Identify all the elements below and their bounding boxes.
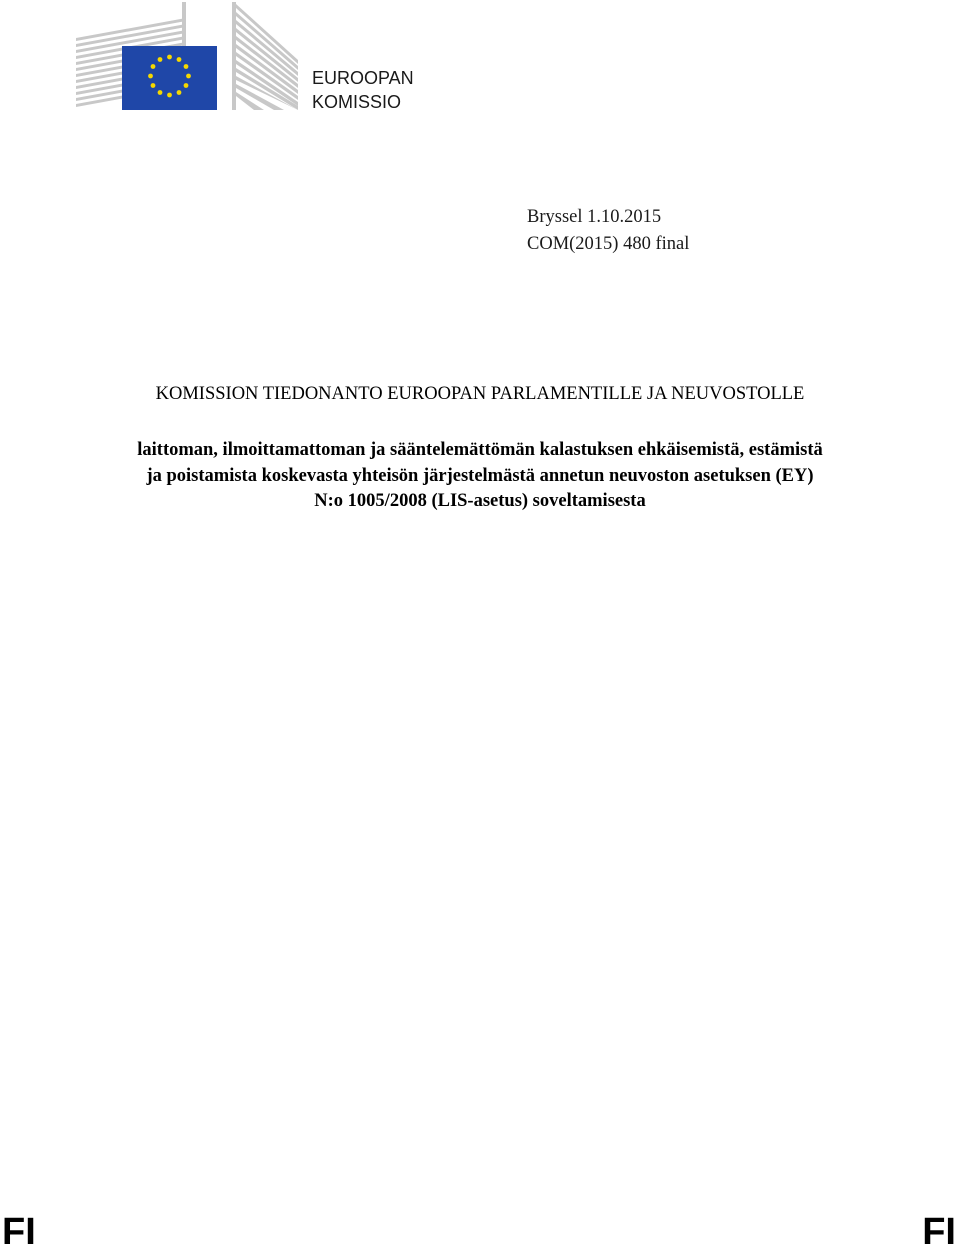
language-code-left: FI (2, 1211, 36, 1253)
document-subtitle (60, 438, 900, 515)
subtitle-line-2: ja poistamista koskevasta yhteisön järjestelmästä annetun neuvoston asetuksen (EY) (146, 465, 814, 486)
subtitle-line-3: N:o 1005/2008 (LIS-asetus) soveltamisesta (314, 491, 646, 511)
organization-name (312, 66, 414, 114)
language-code-right: FI (922, 1211, 956, 1253)
document-meta (527, 204, 689, 258)
document-reference: COM(2015) 480 final (527, 234, 690, 254)
organization-name-line2: KOMISSIO (312, 92, 402, 112)
european-commission-logo (74, 0, 300, 115)
organization-name-line1: EUROOPAN (312, 68, 414, 88)
document-title: KOMISSION TIEDONANTO EUROOPAN PARLAMENTILLE JA NEUVOSTOLLE (155, 384, 805, 404)
place-date: Bryssel 1.10.2015 (527, 207, 662, 227)
subtitle-line-1: laittoman, ilmoittamattoman ja sääntelemättömän kalastuksen ehkäisemistä, estämistä (137, 440, 823, 460)
logo-graphic (74, 0, 300, 115)
